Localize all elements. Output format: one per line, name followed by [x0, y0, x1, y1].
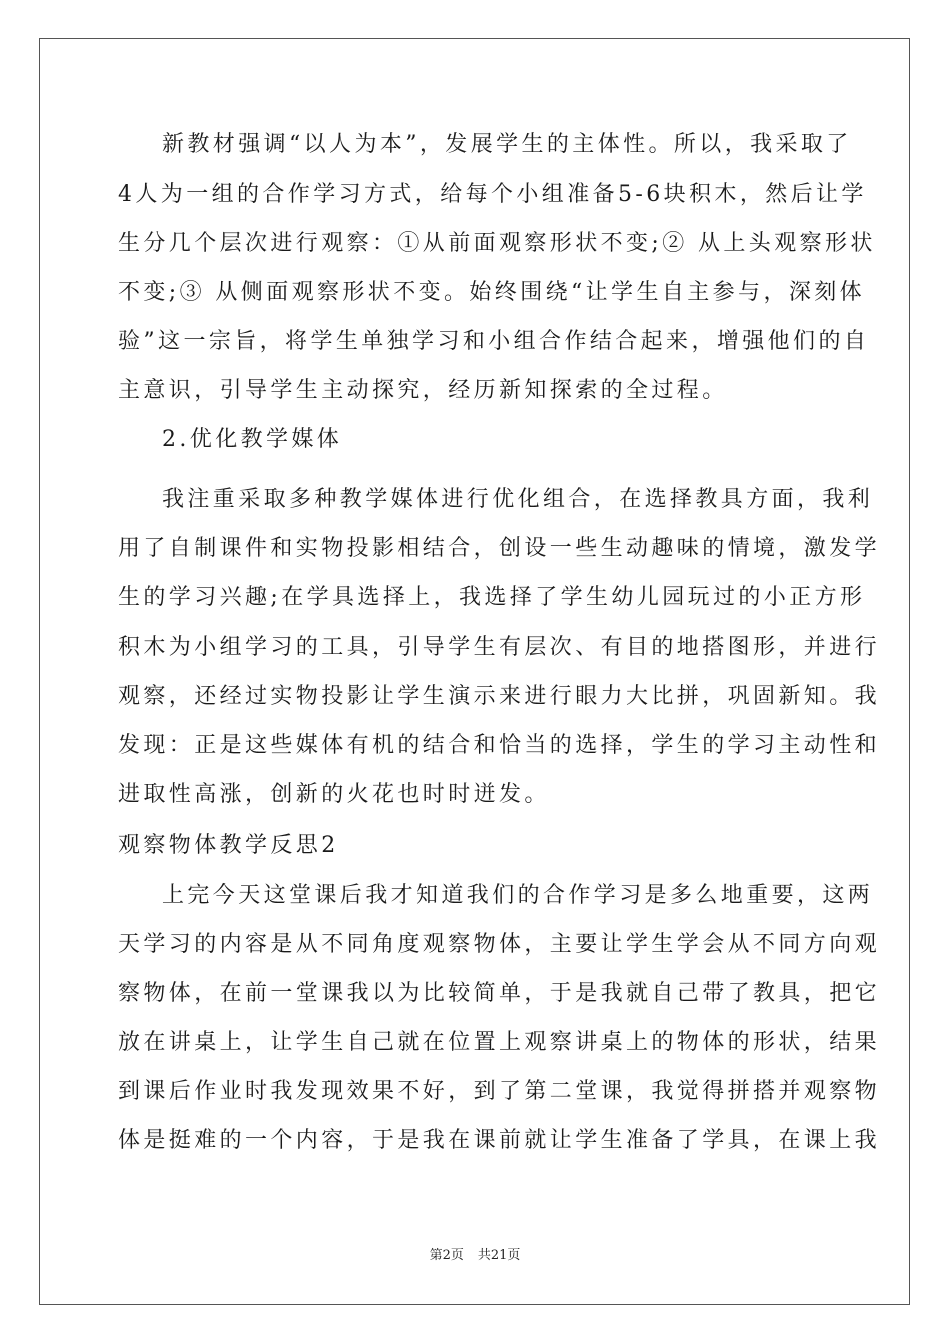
paragraph-line: 发现：正是这些媒体有机的结合和恰当的选择，学生的学习主动性和: [118, 733, 881, 758]
paragraph-line: 天学习的内容是从不同角度观察物体，主要让学生学会从不同方向观: [118, 932, 881, 957]
paragraph-line: 放在讲桌上，让学生自己就在位置上观察讲桌上的物体的形状，结果: [118, 1030, 881, 1055]
paragraph-line: 主意识，引导学生主动探究，经历新知探索的全过程。: [118, 378, 728, 403]
paragraph-line: 到课后作业时我发现效果不好，到了第二堂课，我觉得拼搭并观察物: [118, 1079, 881, 1104]
paragraph-line: 新教材强调“以人为本”，发展学生的主体性。所以，我采取了: [162, 132, 852, 157]
page-total: 共21页: [477, 1248, 521, 1263]
article-title: 观察物体教学反思2: [118, 833, 339, 858]
paragraph-line: 察物体，在前一堂课我以为比较简单，于是我就自己带了教具，把它: [118, 981, 881, 1006]
section-heading: 2.优化教学媒体: [162, 427, 343, 452]
paragraph-line: 我注重采取多种教学媒体进行优化组合，在选择教具方面，我利: [162, 487, 874, 512]
paragraph-line: 体是挺难的一个内容，于是我在课前就让学生准备了学具，在课上我: [118, 1128, 881, 1153]
paragraph-line: 用了自制课件和实物投影相结合，创设一些生动趣味的情境，激发学: [118, 536, 881, 561]
paragraph-line: 生的学习兴趣;在学具选择上，我选择了学生幼儿园玩过的小正方形: [118, 585, 866, 610]
page-footer: [0, 1244, 950, 1263]
paragraph-line: 观察，还经过实物投影让学生演示来进行眼力大比拼，巩固新知。我: [118, 684, 881, 709]
paragraph-line: 积木为小组学习的工具，引导学生有层次、有目的地搭图形，并进行: [118, 635, 881, 660]
page-number: 第2页: [429, 1248, 464, 1263]
paragraph-line: 生分几个层次进行观察：①从前面观察形状不变;② 从上头观察形状: [118, 231, 876, 256]
paragraph-line: 4人为一组的合作学习方式，给每个小组准备5-6块积木，然后让学: [118, 182, 867, 207]
paragraph-line: 上完今天这堂课后我才知道我们的合作学习是多么地重要，这两: [162, 883, 874, 908]
paragraph-line: 不变;③ 从侧面观察形状不变。始终围绕“让学生自主参与，深刻体: [118, 280, 866, 305]
paragraph-line: 进取性高涨，创新的火花也时时迸发。: [118, 782, 550, 807]
paragraph-line: 验”这一宗旨，将学生单独学习和小组合作结合起来，增强他们的自: [118, 329, 870, 354]
